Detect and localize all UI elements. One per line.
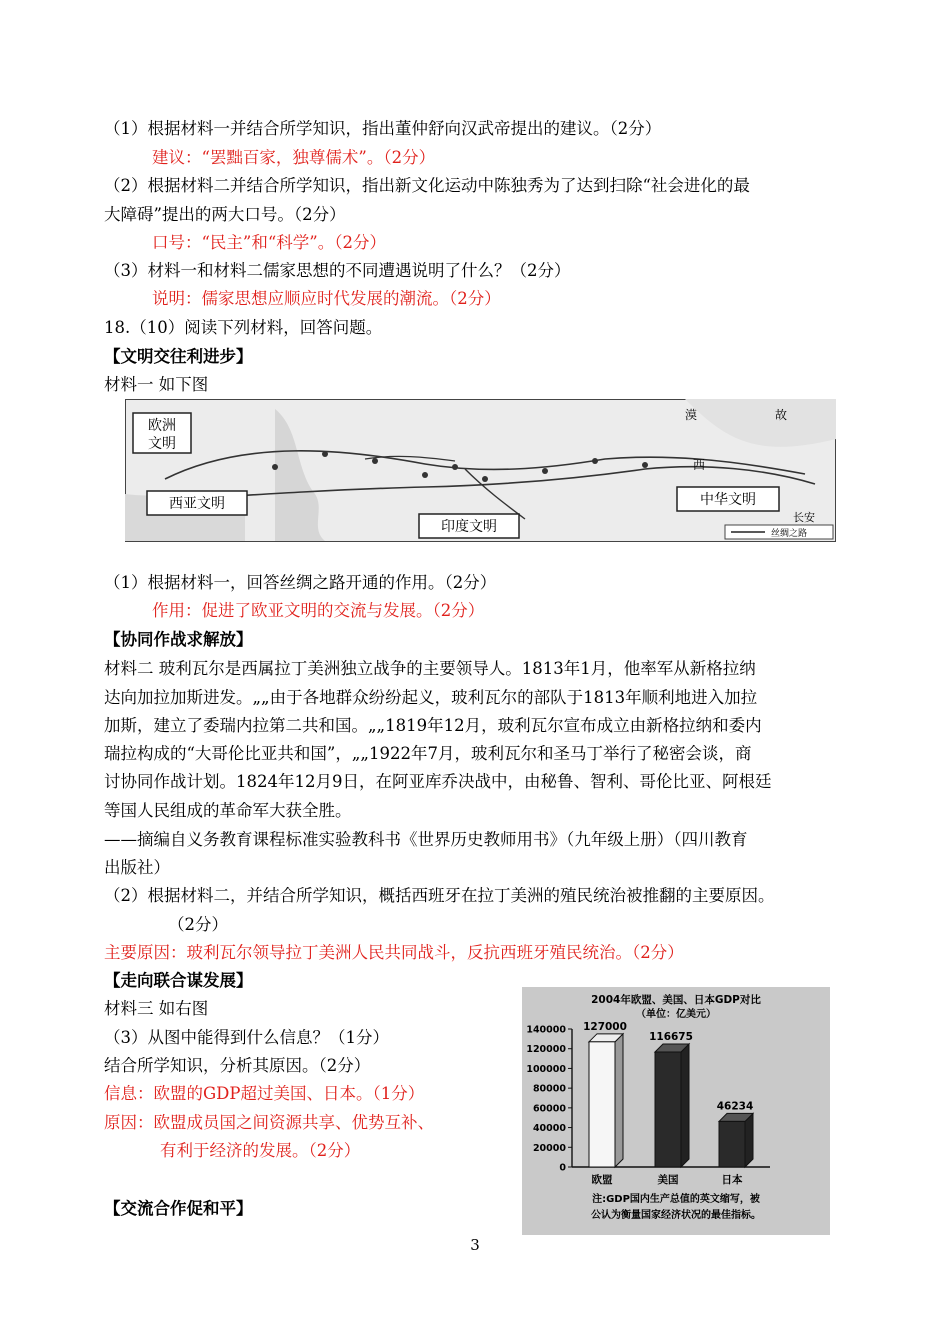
y-tick-label: 60000 — [532, 1103, 566, 1115]
material-1-label: 材料一 如下图 — [104, 375, 209, 394]
q18-question-3a: （3）从图中能得到什么信息？（1分） — [104, 1028, 389, 1047]
bar-side — [615, 1034, 623, 1167]
source-line-2: 出版社） — [104, 858, 170, 877]
y-tick-label: 100000 — [526, 1063, 566, 1075]
q18-answer-1: 作用：促进了欧亚文明的交流与发展。（2分） — [152, 601, 485, 620]
europe-label-2: 文明 — [148, 436, 176, 452]
q18-header: 18.（10）阅读下列材料，回答问题。 — [104, 318, 383, 337]
chart-title: 2004年欧盟、美国、日本GDP对比 — [591, 994, 761, 1006]
silk-road-map — [125, 399, 836, 542]
material-2-line-5: 讨协同作战计划。1824年12月9日，在阿亚库乔决战中，由秘鲁、智利、哥伦比亚、阿根廷 — [104, 772, 772, 791]
category-label: 欧盟 — [591, 1174, 613, 1186]
y-tick-label: 0 — [559, 1162, 566, 1174]
q18-answer-2: 主要原因：玻利瓦尔领导拉丁美洲人民共同战斗，反抗西班牙殖民统治。（2分） — [104, 943, 684, 962]
category-label: 美国 — [657, 1174, 679, 1186]
china-label: 中华文明 — [700, 492, 756, 508]
desert-label-1: 漠 — [685, 408, 698, 422]
section-title-4: 【交流合作促和平】 — [104, 1199, 253, 1218]
bar-side — [745, 1113, 753, 1167]
q17-question-3: （3）材料一和材料二儒家思想的不同遭遇说明了什么？（2分） — [104, 261, 571, 280]
bar-value-label: 116675 — [649, 1030, 693, 1043]
y-tick-label: 40000 — [532, 1123, 566, 1135]
q17-answer-1: 建议：“罢黜百家，独尊儒术”。（2分） — [152, 148, 436, 167]
gdp-bar-chart — [522, 987, 830, 1235]
bar-欧盟 — [589, 1042, 615, 1167]
q17-question-2-line2: 大障碍”提出的两大口号。（2分） — [104, 205, 346, 224]
y-tick-label: 120000 — [526, 1044, 566, 1056]
material-2-line-4: 瑞拉构成的“大哥伦比亚共和国”，„„1922年7月，玻利瓦尔和圣马丁举行了秘密会谈，商 — [104, 744, 752, 763]
europe-label: 欧洲 — [148, 418, 176, 434]
chart-note-2: 公认为衡量国家经济状况的最佳指标。 — [591, 1210, 761, 1221]
bar-美国 — [655, 1052, 681, 1167]
material-2-line-3: 加斯，建立了委瑞内拉第二共和国。„„1819年12月，玻利瓦尔宣布成立由新格拉纳和委内 — [104, 716, 762, 735]
section-title-1: 【文明交往利进步】 — [104, 347, 253, 366]
q17-answer-2: 口号：“民主”和“科学”。（2分） — [152, 233, 386, 252]
y-tick-label: 140000 — [526, 1024, 566, 1036]
west-label: 西 — [693, 458, 706, 472]
source-line-1: ——摘编自义务教育课程标准实验教科书《世界历史教师用书》（九年级上册）（四川教育 — [104, 830, 748, 849]
desert-label-2: 故 — [775, 408, 788, 422]
bar-value-label: 127000 — [583, 1020, 627, 1033]
q18-answer-3-info: 信息：欧盟的GDP超过美国、日本。（1分） — [104, 1084, 425, 1103]
bar-value-label: 46234 — [716, 1100, 754, 1113]
section-title-2: 【协同作战求解放】 — [104, 630, 253, 649]
q18-answer-3-reason-2: 有利于经济的发展。（2分） — [160, 1141, 361, 1160]
material-3-label: 材料三 如右图 — [104, 999, 209, 1018]
q18-question-3b: 结合所学知识，分析其原因。（2分） — [104, 1056, 371, 1075]
category-label: 日本 — [721, 1174, 743, 1186]
legend-label: 丝绸之路 — [771, 529, 808, 539]
y-tick-label: 20000 — [532, 1142, 566, 1154]
chart-note-1: 注:GDP国内生产总值的英文缩写，被 — [592, 1194, 760, 1205]
changan-label: 长安 — [793, 511, 815, 524]
y-tick-label: 80000 — [532, 1083, 566, 1095]
india-label: 印度文明 — [441, 519, 497, 535]
q17-answer-3: 说明：儒家思想应顺应时代发展的潮流。（2分） — [152, 289, 501, 308]
material-2-line-1: 材料二 玻利瓦尔是西属拉丁美洲独立战争的主要领导人。1813年1月，他率军从新格拉纳 — [104, 659, 756, 678]
bar-日本 — [719, 1121, 745, 1167]
chart-subtitle: （单位：亿美元） — [636, 1009, 716, 1020]
page-number: 3 — [470, 1236, 480, 1254]
bar-side — [681, 1044, 689, 1167]
q17-question-1: （1）根据材料一并结合所学知识，指出董仲舒向汉武帝提出的建议。（2分） — [104, 119, 662, 138]
q18-question-1: （1）根据材料一，回答丝绸之路开通的作用。（2分） — [104, 573, 497, 592]
q17-question-2-line1: （2）根据材料二并结合所学知识，指出新文化运动中陈独秀为了达到扫除“社会进化的最 — [104, 176, 750, 195]
material-2-line-2: 达向加拉加斯进发。„„由于各地群众纷纷起义，玻利瓦尔的部队于1813年顺利地进入加拉 — [104, 688, 758, 707]
q18-answer-3-reason-1: 原因：欧盟成员国之间资源共享、优势互补、 — [104, 1113, 434, 1132]
q18-question-2-line1: （2）根据材料二，并结合所学知识，概括西班牙在拉丁美洲的殖民统治被推翻的主要原因。 — [104, 886, 775, 905]
q18-question-2-line2: （2分） — [168, 915, 228, 934]
section-title-3: 【走向联合谋发展】 — [104, 971, 253, 990]
west-asia-label: 西亚文明 — [169, 496, 225, 512]
material-2-line-6: 等国人民组成的革命军大获全胜。 — [104, 801, 352, 820]
